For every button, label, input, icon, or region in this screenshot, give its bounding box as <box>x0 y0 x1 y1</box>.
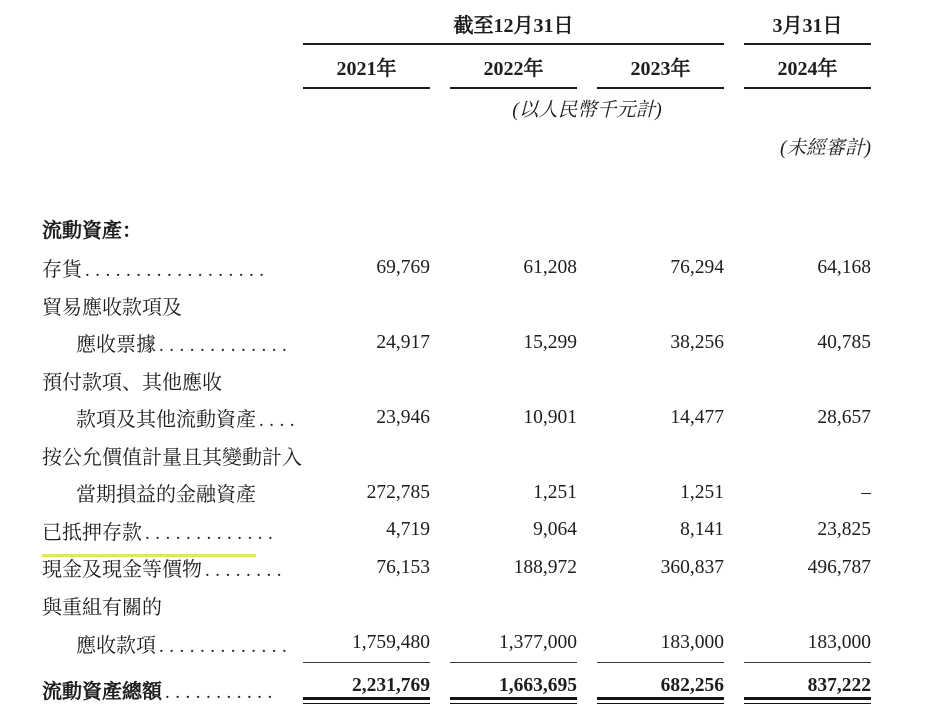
cell-value: – <box>861 481 871 503</box>
row-label: 與重組有關的 <box>42 596 162 619</box>
column-gap <box>430 249 450 287</box>
total-row <box>42 662 871 710</box>
row-label: 當期損益的金融資產 <box>76 484 256 507</box>
total-cell <box>303 662 430 710</box>
table-row <box>42 474 871 512</box>
table-row <box>42 287 871 325</box>
column-gap <box>430 399 450 437</box>
dot-leader: ............. <box>145 522 279 544</box>
cell-value: 1,377,000 <box>450 624 577 662</box>
cell-value: 24,917 <box>376 331 430 353</box>
empty-cell <box>303 587 871 625</box>
cell-value: 183,000 <box>744 624 871 662</box>
cell-value: 23,825 <box>817 519 871 541</box>
dot-leader: .... <box>259 410 300 432</box>
dot-leader: .................. <box>85 260 270 282</box>
year-header-row <box>42 44 871 88</box>
cell-value: 76,153 <box>376 556 430 578</box>
cell-value: 1,759,480 <box>303 624 430 662</box>
column-gap <box>724 324 744 362</box>
current-assets-table <box>42 6 871 710</box>
column-gap <box>577 44 597 88</box>
row-label: 貿易應收款項及 <box>42 296 182 319</box>
row-label: 存貨 .................. <box>42 259 270 282</box>
cell-value: 272,785 <box>366 481 430 503</box>
column-gap <box>577 549 597 587</box>
table-row <box>42 399 871 437</box>
empty-cell <box>303 437 871 475</box>
cell-value: 61,208 <box>523 256 577 278</box>
cell-value: 837,222 <box>744 675 871 700</box>
table-row <box>42 549 871 587</box>
column-gap <box>724 6 744 44</box>
cell-value: 1,251 <box>680 481 724 503</box>
dot-leader: ............. <box>159 635 293 657</box>
row-label: 應收款項 ............. <box>76 634 293 657</box>
column-gap <box>724 44 744 88</box>
section-heading-row <box>42 207 871 249</box>
column-gap <box>430 474 450 512</box>
column-gap <box>577 249 597 287</box>
cell-value: 8,141 <box>680 519 724 541</box>
section-title: 流動資產： <box>42 219 142 242</box>
column-gap <box>430 662 450 710</box>
dot-leader: ............. <box>159 335 293 357</box>
dot-leader: ........ <box>205 560 287 582</box>
cell-value: 496,787 <box>807 556 871 578</box>
table-row <box>42 587 871 625</box>
column-gap <box>577 324 597 362</box>
empty-cell <box>42 6 303 44</box>
year-header-2023: 2023年 <box>597 44 724 88</box>
total-cell <box>597 662 724 710</box>
table-row <box>42 249 871 287</box>
row-label-cash-highlighted: 現金及現金等價物 ........ <box>42 549 303 587</box>
total-cell <box>450 662 577 710</box>
cell-value: 9,064 <box>533 519 577 541</box>
year-header-2024: 2024年 <box>744 44 871 88</box>
column-gap <box>724 249 744 287</box>
column-gap <box>577 662 597 710</box>
table-row <box>42 324 871 362</box>
column-gap <box>577 512 597 550</box>
dot-leader: ........... <box>165 681 278 703</box>
unit-note: (以人民幣千元計) <box>512 100 662 121</box>
column-gap <box>577 474 597 512</box>
cell-value: 14,477 <box>670 406 724 428</box>
cell-value: 360,837 <box>660 556 724 578</box>
cell-value: 10,901 <box>523 406 577 428</box>
unaudited-note: (未經審計) <box>780 138 871 159</box>
empty-cell <box>42 88 303 127</box>
cell-value: 15,299 <box>523 331 577 353</box>
spacer-row <box>42 165 871 207</box>
period-group-dec31: 截至12月31日 <box>303 6 724 44</box>
table-row <box>42 512 871 550</box>
cell-value: 188,972 <box>513 556 577 578</box>
year-header-2021: 2021年 <box>303 44 430 88</box>
table-row <box>42 362 871 400</box>
row-label: 款項及其他流動資產 .... <box>76 409 300 432</box>
column-gap <box>430 324 450 362</box>
total-row-label: 流動資產總額 ........... <box>42 680 278 703</box>
empty-cell <box>42 127 744 165</box>
column-gap <box>724 399 744 437</box>
cell-value: 1,251 <box>533 481 577 503</box>
column-gap <box>724 512 744 550</box>
unit-note-row <box>42 88 871 127</box>
empty-cell <box>303 287 871 325</box>
column-gap <box>724 624 744 662</box>
row-label: 已抵押存款 ............. <box>42 521 279 544</box>
column-gap <box>577 624 597 662</box>
cell-value: 69,769 <box>376 256 430 278</box>
column-gap <box>430 44 450 88</box>
row-label: 應收票據 ............. <box>76 334 293 357</box>
cell-value: 38,256 <box>670 331 724 353</box>
column-gap <box>724 662 744 710</box>
unaudited-note-row <box>42 127 871 165</box>
column-gap <box>430 549 450 587</box>
cell-value: 1,663,695 <box>450 675 577 700</box>
column-gap <box>724 474 744 512</box>
year-header-2022: 2022年 <box>450 44 577 88</box>
column-gap <box>430 512 450 550</box>
cell-value: 28,657 <box>817 406 871 428</box>
cell-value: 76,294 <box>670 256 724 278</box>
cell-value: 23,946 <box>376 406 430 428</box>
cell-value: 40,785 <box>817 331 871 353</box>
row-label: 預付款項、其他應收 <box>42 371 222 394</box>
cell-value: 682,256 <box>597 675 724 700</box>
period-group-mar31: 3月31日 <box>744 6 871 44</box>
empty-cell <box>42 44 303 88</box>
row-label: 按公允價值計量且其變動計入 <box>42 446 302 469</box>
cell-value: 2,231,769 <box>303 675 430 700</box>
total-cell <box>744 662 871 710</box>
empty-cell <box>303 362 871 400</box>
table-row <box>42 437 871 475</box>
cell-value: 4,719 <box>386 519 430 541</box>
column-gap <box>577 399 597 437</box>
table-row <box>42 624 871 662</box>
period-group-row <box>42 6 871 44</box>
cell-value: 64,168 <box>817 256 871 278</box>
cell-value: 183,000 <box>597 624 724 662</box>
column-gap <box>724 549 744 587</box>
column-gap <box>430 624 450 662</box>
